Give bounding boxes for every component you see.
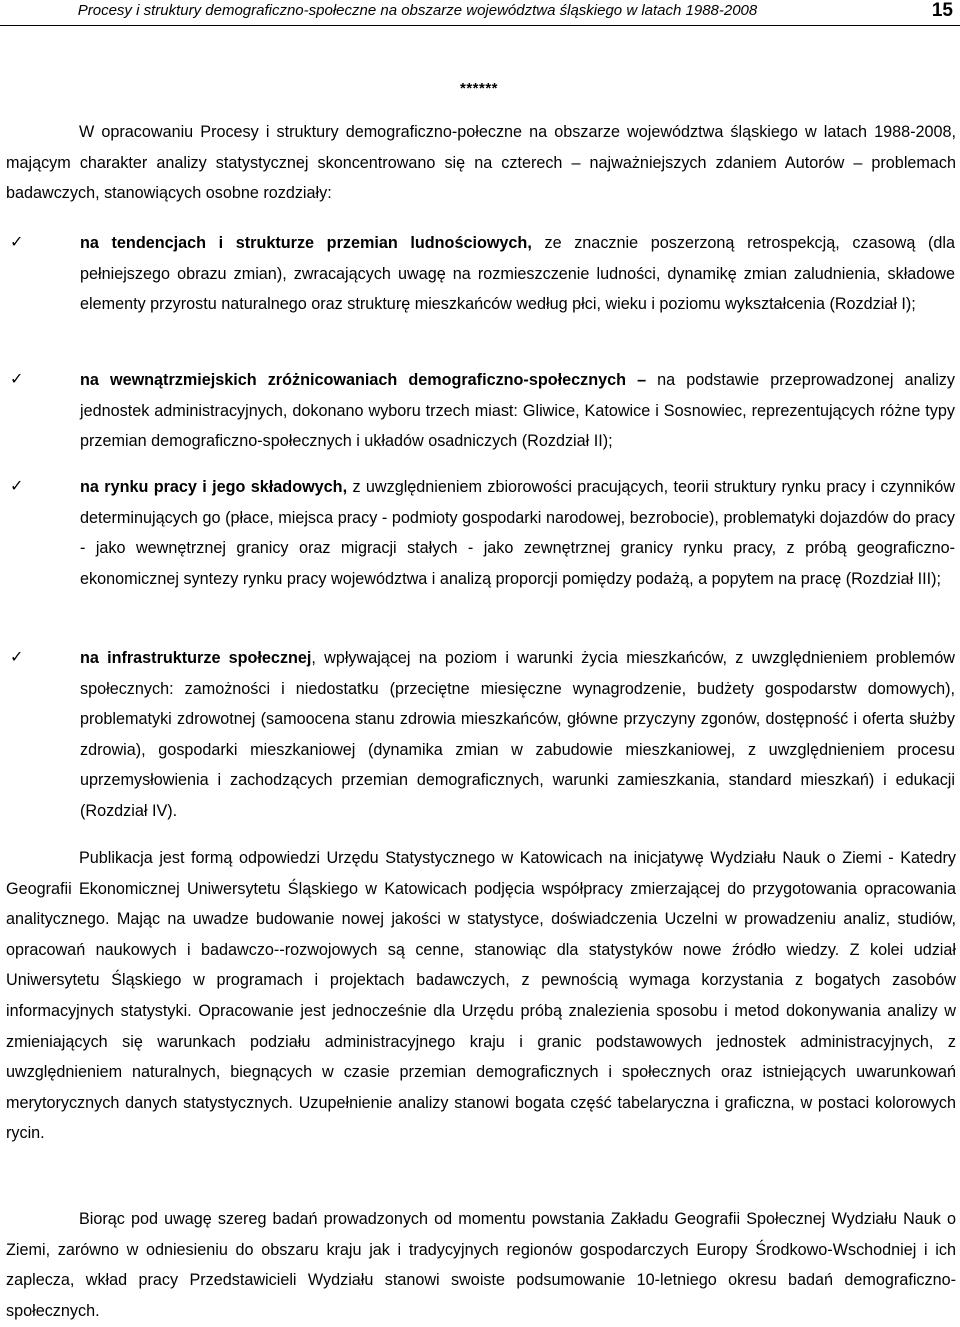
page-number: 15 xyxy=(931,0,953,21)
body-paragraph xyxy=(6,1204,956,1326)
bullet-item xyxy=(80,228,955,320)
checkmark-icon: ✓ xyxy=(10,478,24,495)
checkmark-icon: ✓ xyxy=(10,371,24,388)
section-separator: ****** xyxy=(460,80,499,97)
bullet-bold-text: na wewnątrzmiejskich zróżnicowaniach demograficzno-społecznych – xyxy=(80,371,647,389)
page-header xyxy=(0,0,960,26)
bullet-bold-text: na tendencjach i strukturze przemian ludnościowych, xyxy=(80,234,532,252)
bullet-text: z uwzględnieniem zbiorowości pracujących, teorii struktury rynku pracy i czynników determinujących go (płace, miejsca pracy - podmioty gospodarki narodowej, bezrobocie), problematyki dojazdów do pracy - jako wewnętrznej granicy oraz migracji stałych - jako zewnętrznej granicy rynku pracy, z próbą geograficzno-ekonomicznej syntezy rynku pracy województwa i analizą proporcji pomiędzy podażą, a popytem na pracę (Rozdział III); xyxy=(80,478,955,588)
bullet-text: na podstawie przeprowadzonej analizy jednostek administracyjnych, dokonano wyboru trzech miast: Gliwice, Katowice i Sosnowiec, reprezentujących różne typy przemian demograficzno-społecznych i układów osadniczych (Rozdział II); xyxy=(80,371,955,451)
bullet-item xyxy=(80,472,955,594)
checkmark-icon: ✓ xyxy=(10,234,24,251)
body-paragraph xyxy=(6,843,956,1149)
bullet-bold-text: na infrastrukturze społecznej xyxy=(80,649,312,667)
bullet-item xyxy=(80,365,955,457)
paragraph-text: Publikacja jest formą odpowiedzi Urzędu Statystycznego w Katowicach na inicjatywę Wydziału Nauk o Ziemi - Katedry Geografii Ekonomicznej Uniwersytetu Śląskiego w Katowicach podjęcia współpracy zmierzającej do przygotowania opracowania analitycznego. Mając na uwadze budowanie nowej jakości w statystyce, doświadczenia Uczelni w prowadzeniu analiz, studiów, opracowań naukowych i badawczo--rozwojowych są cenne, stanowiąc dla statystyków nowe źródło wiedzy. Z kolei udział Uniwersytetu Śląskiego w programach i projektach badawczych, z pewnością wymaga korzystania z bogatych zasobów informacyjnych statystyki. Opracowanie jest jednocześnie dla Urzędu próbą znalezienia sposobu i metod dokonywania analizy w zmieniających się warunkach podziału administracyjnego kraju i granic podstawowych jednostek administracyjnych, z uwzględnieniem naturalnych, biegnących w czasie przemian demograficznych i społecznych oraz istniejących uwarunkowań merytorycznych danych statystycznych. Uzupełnienie analizy stanowi bogata część tabelaryczna i graficzna, w postaci kolorowych rycin. xyxy=(6,849,956,1143)
bullet-text: ze znacznie poszerzoną retrospekcją, czasową (dla pełniejszego obrazu zmian), zwracających uwagę na rozmieszczenie ludności, dynamikę zmian zaludnienia, składowe elementy przyrostu naturalnego oraz strukturę mieszkańców według płci, wieku i poziomu wykształcenia (Rozdział I); xyxy=(80,234,956,314)
intro-paragraph xyxy=(6,117,956,209)
checkmark-icon: ✓ xyxy=(10,649,24,666)
bullet-bold-text: na rynku pracy i jego składowych, xyxy=(80,478,348,496)
paragraph-text: Biorąc pod uwagę szereg badań prowadzonych od momentu powstania Zakładu Geografii Społecznej Wydziału Nauk o Ziemi, zarówno w odniesieniu do obszaru kraju jak i tradycyjnych regionów gospodarczych Europy Środkowo-Wschodniej i ich zaplecza, wkład pracy Przedstawicieli Wydziału stanowi swoiste podsumowanie 10-letniego okresu badań demograficzno-społecznych. xyxy=(6,1210,956,1320)
bullet-text: , wpływającej na poziom i warunki życia mieszkańców, z uwzględnieniem problemów społecznych: zamożności i niedostatku (przeciętne miesięczne wynagrodzenie, budżety gospodarstw domowych), problematyki zdrowotnej (samoocena stanu zdrowia mieszkańców, główne przyczyny zgonów, dostępność i oferta służby zdrowia), gospodarki mieszkaniowej (dynamika zmian w zabudowie mieszkaniowej, z uwzględnieniem procesu uprzemysłowienia i zachodzących przemian demograficznych, warunki zamieszkania, standard mieszkań) i edukacji (Rozdział IV). xyxy=(80,649,955,820)
intro-text: W opracowaniu Procesy i struktury demograficzno-połeczne na obszarze województwa śląskiego w latach 1988-2008, mającym charakter analizy statystycznej skoncentrowano się na czterech – najważniejszych zdaniem Autorów – problemach badawczych, stanowiących osobne rozdziały: xyxy=(6,123,956,203)
bullet-item xyxy=(80,643,955,827)
running-title: Procesy i struktury demograficzno-społeczne na obszarze województwa śląskiego w latach 1988-2008 xyxy=(77,2,758,19)
